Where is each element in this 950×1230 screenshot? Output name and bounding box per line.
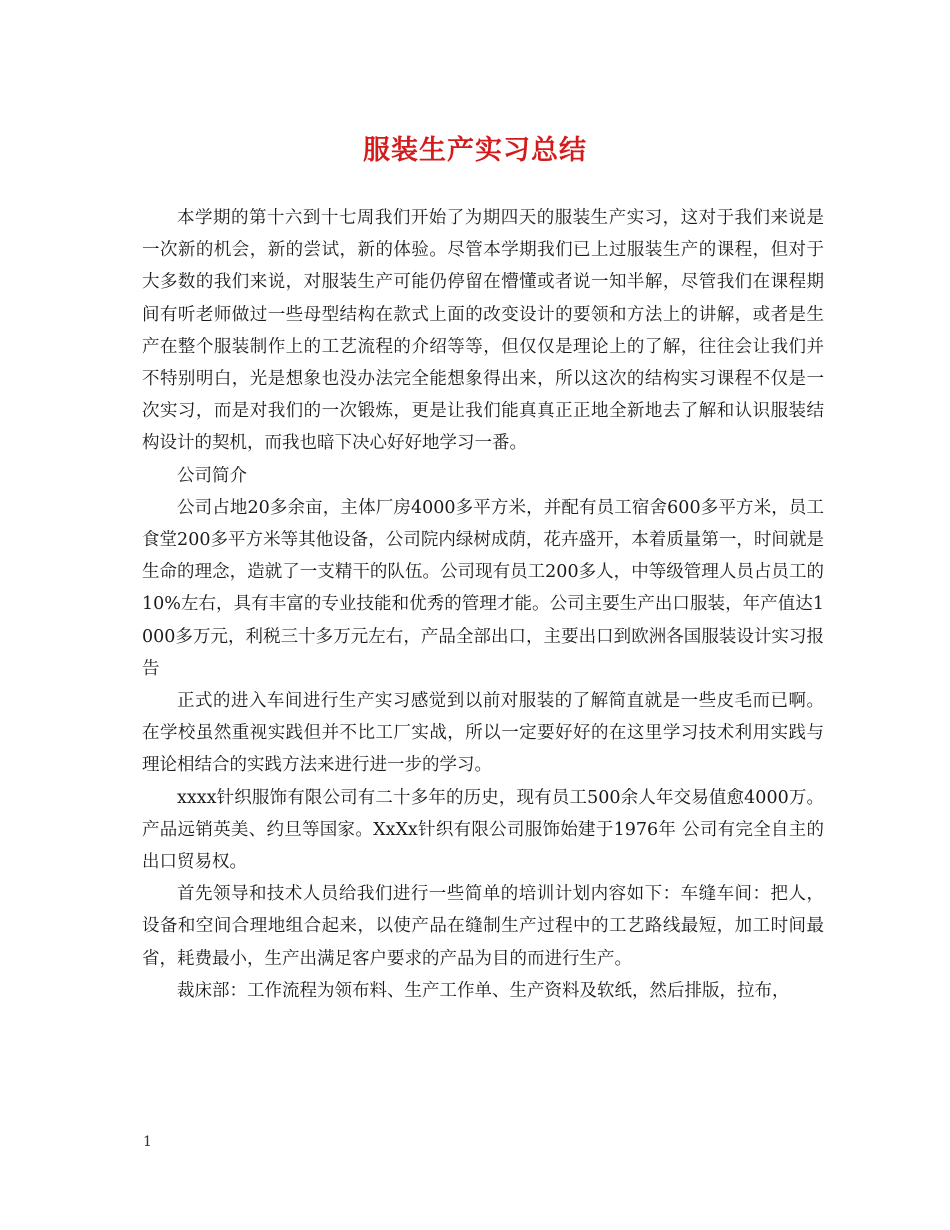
document-body [142,202,824,1007]
paragraph-company-intro: 公司占地20多余亩，主体厂房4000多平方米，并配有员工宿舍600多平方米，员工食堂200多平方米等其他设备，公司院内绿树成荫，花卉盛开，本着质量第一，时间就是生命的理念，造就了一支精干的队伍。公司现有员工200多人，中等级管理人员占员工的10%左右，具有丰富的专业技能和优秀的管理才能。公司主要生产出口服装，年产值达1000多万元，利税三十多万元左右，产品全部出口，主要出口到欧洲各国服装设计实习报告 [142,497,824,679]
paragraph-cutting-department: 裁床部：工作流程为领布料、生产工作单、生产资料及软纸，然后排版，拉布， [177,980,790,1001]
document-title: 服装生产实习总结 [363,135,587,166]
paragraph-training: 首先领导和技术人员给我们进行一些简单的培训计划内容如下：车缝车间：把人，设备和空间合理地组合起来，以使产品在缝制生产过程中的工艺路线最短，加工时间最省，耗费最小，生产出满足客户要求的产品为目的而进行生产。 [142,884,824,969]
paragraph-company-history: xxxx针织服饰有限公司有二十多年的历史，现有员工500余人年交易值愈4000万。产品远销英美、约旦等国家。XxXx针织有限公司服饰始建于1976年 公司有完全自主的出口贸易权。 [142,787,824,873]
paragraph-company-heading: 公司简介 [177,465,247,486]
paragraph-workshop-entry: 正式的进入车间进行生产实习感觉到以前对服装的了解简直就是一些皮毛而已啊。在学校虽然重视实践但并不比工厂实战，所以一定要好好的在这里学习技术利用实践与理论相结合的实践方法来进行进一步的学习。 [142,691,824,776]
paragraph-intro: 本学期的第十六到十七周我们开始了为期四天的服装生产实习，这对于我们来说是一次新的机会，新的尝试，新的体验。尽管本学期我们已上过服装生产的课程，但对于大多数的我们来说，对服装生产可能仍停留在懵懂或者说一知半解，尽管我们在课程期间有听老师做过一些母型结构在款式上面的改变设计的要领和方法上的讲解，或者是生产在整个服装制作上的工艺流程的介绍等等，但仅仅是理论上的了解，往往会让我们并不特别明白，光是想象也没办法完全能想象得出来，所以这次的结构实习课程不仅是一次实习，而是对我们的一次锻炼，更是让我们能真真正正地全新地去了解和认识服装结构设计的契机，而我也暗下决心好好地学习一番。 [142,208,824,454]
page-number: 1 [143,1134,152,1150]
